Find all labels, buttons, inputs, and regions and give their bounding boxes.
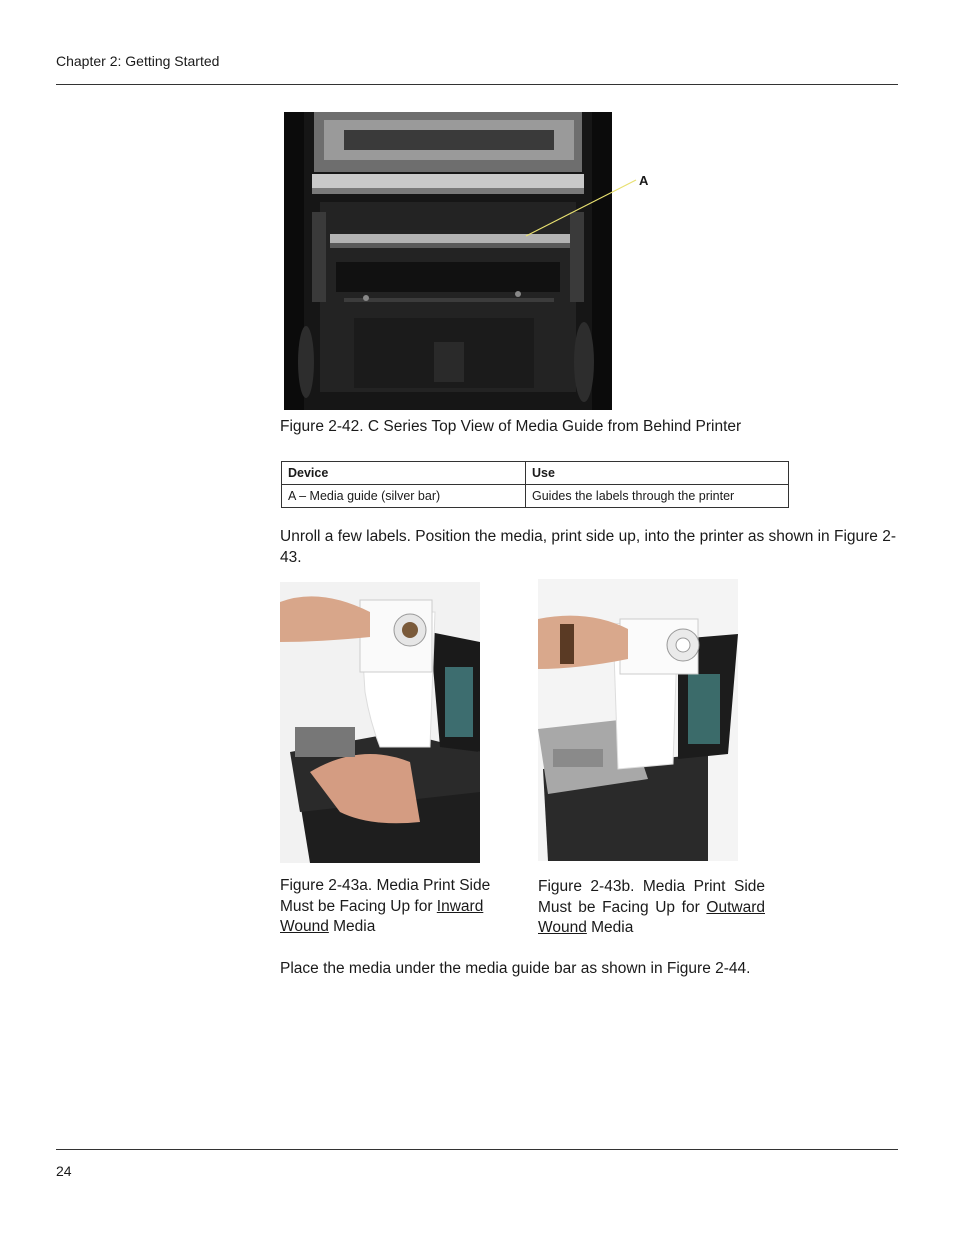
caption-43a-media: Media [328, 918, 376, 935]
table-row [282, 485, 789, 508]
figure-2-43a-photo [280, 582, 480, 863]
paragraph-unroll-labels: Unroll a few labels. Position the media, print side up, into the printer as shown in Figure 2-43. [280, 528, 897, 566]
caption-43a-text: Figure 2-43a. Media Print Side Must be Facing Up for [280, 877, 491, 915]
caption-43a-inward-wound: Inward Wound [280, 897, 484, 935]
caption-43b-text: Figure 2-43b. Media Print Side Must be Facing Up for [538, 878, 765, 916]
table-cell-device: A – Media guide (silver bar) [282, 485, 526, 508]
page-number: 24 [56, 1163, 72, 1179]
table-cell-use: Guides the labels through the printer [526, 485, 789, 508]
figure-2-42-caption: Figure 2-42. C Series Top View of Media Guide from Behind Printer [280, 418, 742, 435]
callout-line [520, 172, 640, 242]
chapter-header: Chapter 2: Getting Started [56, 53, 220, 69]
footer-rule [56, 1149, 898, 1150]
callout-label-a: A [639, 173, 649, 188]
table-header-row [282, 462, 789, 485]
figure-2-42-photo [284, 112, 612, 410]
caption-43b-media: Media [586, 919, 634, 936]
figure-2-43a-caption [280, 876, 496, 938]
paragraph-place-media: Place the media under the media guide bar as shown in Figure 2-44. [280, 960, 751, 977]
table-header-device: Device [282, 462, 526, 485]
table-header-use: Use [526, 462, 789, 485]
caption-43b-outward-wound: Outward Wound [538, 898, 765, 936]
device-use-table [281, 461, 789, 508]
header-rule [56, 84, 898, 85]
figure-2-43b-photo [538, 579, 738, 861]
figure-2-43b-caption [538, 877, 765, 939]
